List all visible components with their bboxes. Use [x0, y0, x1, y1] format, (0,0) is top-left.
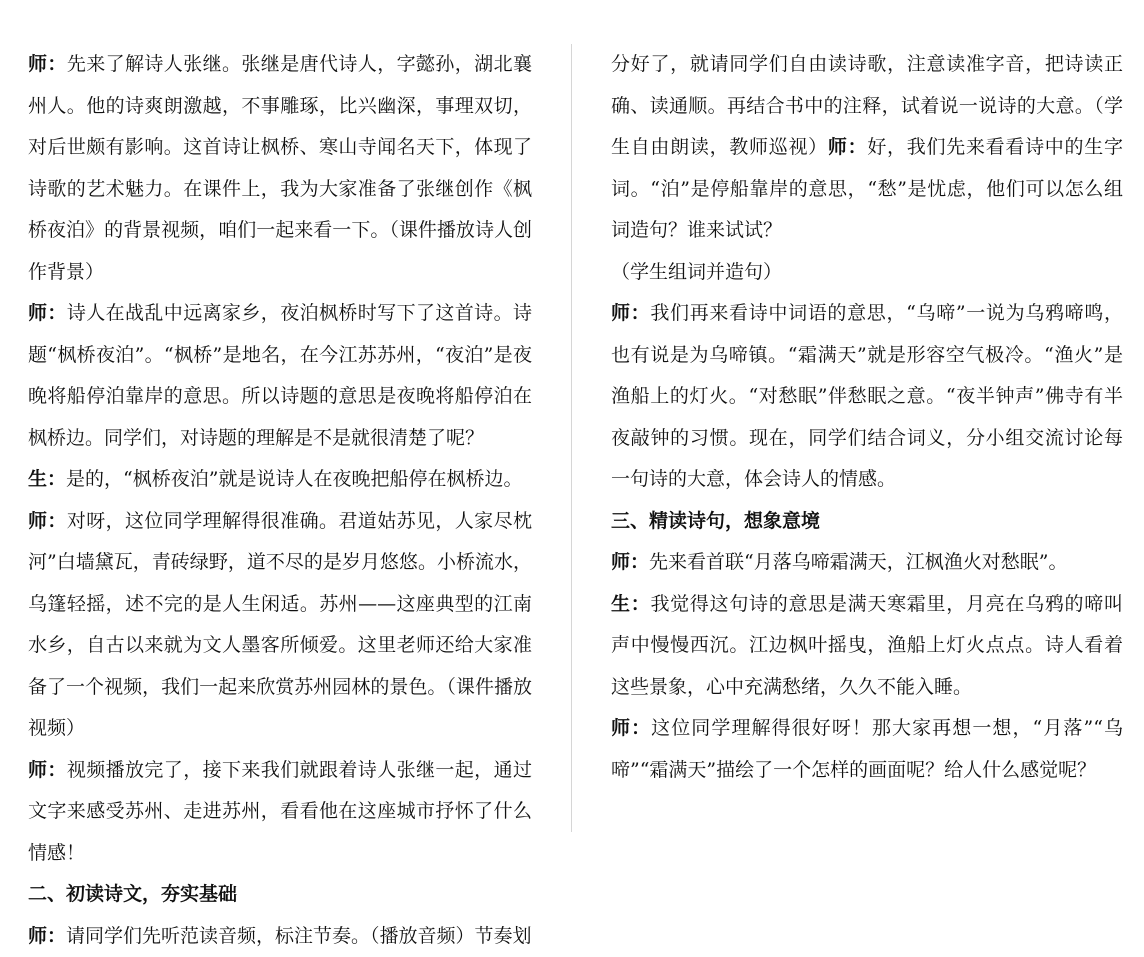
teacher-paragraph	[611, 542, 1123, 584]
paragraph-text: 我觉得这句诗的意思是满天寒霜里，月亮在乌鸦的啼叫声中慢慢西沉。江边枫叶摇曳，渔船上灯火点点。诗人看着这些景象，心中充满愁绪，久久不能入睡。	[611, 593, 1123, 698]
paragraph-text: 是的，“枫桥夜泊”就是说诗人在夜晚把船停在枫桥边。	[66, 468, 522, 490]
speaker-label: 师：	[28, 53, 67, 75]
teacher-paragraph	[611, 708, 1123, 791]
paragraph-text: 先来了解诗人张继。张继是唐代诗人，字懿孙，湖北襄州人。他的诗爽朗激越，不事雕琢，比兴幽深，事理双切，对后世颇有影响。这首诗让枫桥、寒山寺闻名天下，体现了诗歌的艺术魅力。在课件上，我为大家准备了张继创作《枫桥夜泊》的背景视频，咱们一起来看一下。（课件播放诗人创作背景）	[28, 53, 532, 283]
teacher-paragraph	[28, 293, 532, 459]
paragraph-text: 这位同学理解得很好呀！那大家再想一想，“月落”“乌啼”“霜满天”描绘了一个怎样的画面呢？给人什么感觉呢？	[611, 717, 1123, 781]
stage-direction: （学生组词并造句）	[611, 252, 1123, 294]
speaker-label: 师：	[28, 925, 66, 947]
speaker-label: 师：	[611, 302, 650, 324]
paragraph-text: 诗人在战乱中远离家乡，夜泊枫桥时写下了这首诗。诗题“枫桥夜泊”。“枫桥”是地名，在今江苏苏州，“夜泊”是夜晚将船停泊靠岸的意思。所以诗题的意思是夜晚将船停泊在枫桥边。同学们，对诗题的理解是不是就很清楚了呢？	[28, 302, 532, 449]
paragraph-text: 好，我们先来看看诗中的生字词。“泊”是停船靠岸的意思，“愁”是忧虑，他们可以怎么组词造句？谁来试试？	[611, 136, 1123, 241]
speaker-label: 师：	[28, 510, 67, 532]
right-column	[611, 44, 1123, 791]
teacher-paragraph	[611, 293, 1123, 501]
section-heading: 二、初读诗文，夯实基础	[28, 874, 532, 916]
left-column	[28, 44, 532, 957]
teacher-paragraph	[28, 916, 532, 957]
speaker-label: 生：	[28, 468, 66, 490]
section-heading: 三、精读诗句，想象意境	[611, 501, 1123, 543]
teacher-paragraph	[28, 501, 532, 750]
teacher-paragraph	[28, 750, 532, 875]
speaker-label: 师：	[611, 551, 649, 573]
continued-paragraph	[611, 44, 1123, 252]
teacher-paragraph	[28, 44, 532, 293]
paragraph-text: 分好了，就请同学们自由读诗歌，注意读准字音，把诗读正确、读通顺。再结合书中的注释，试着说一说诗的大意。（学生自由朗读，教师巡视）	[611, 53, 1123, 158]
paragraph-text: 视频播放完了，接下来我们就跟着诗人张继一起，通过文字来感受苏州、走进苏州，看看他在这座城市抒怀了什么情感！	[28, 759, 532, 864]
speaker-label: 生：	[611, 593, 650, 615]
speaker-label: 师：	[611, 717, 651, 739]
student-paragraph	[611, 584, 1123, 709]
speaker-label: 师：	[28, 302, 67, 324]
paragraph-text: 先来看首联“月落乌啼霜满天，江枫渔火对愁眠”。	[649, 551, 1067, 573]
paragraph-text: 对呀，这位同学理解得很准确。君道姑苏见，人家尽枕河”白墙黛瓦，青砖绿野，道不尽的是岁月悠悠。小桥流水，乌篷轻摇，述不完的是人生闲适。苏州——这座典型的江南水乡，自古以来就为文人墨客所倾爱。这里老师还给大家准备了一个视频，我们一起来欣赏苏州园林的景色。（课件播放视频）	[28, 510, 532, 740]
speaker-label: 师：	[828, 136, 867, 158]
paragraph-text: 我们再来看诗中词语的意思，“乌啼”一说为乌鸦啼鸣，也有说是为乌啼镇。“霜满天”就是形容空气极冷。“渔火”是渔船上的灯火。“对愁眠”伴愁眠之意。“夜半钟声”佛寺有半夜敲钟的习惯。现在，同学们结合词义，分小组交流讨论每一句诗的大意，体会诗人的情感。	[611, 302, 1123, 490]
column-divider	[571, 44, 572, 832]
speaker-label: 师：	[28, 759, 67, 781]
paragraph-text: 请同学们先听范读音频，标注节奏。（播放音频）节奏划	[66, 925, 532, 947]
student-paragraph	[28, 459, 532, 501]
